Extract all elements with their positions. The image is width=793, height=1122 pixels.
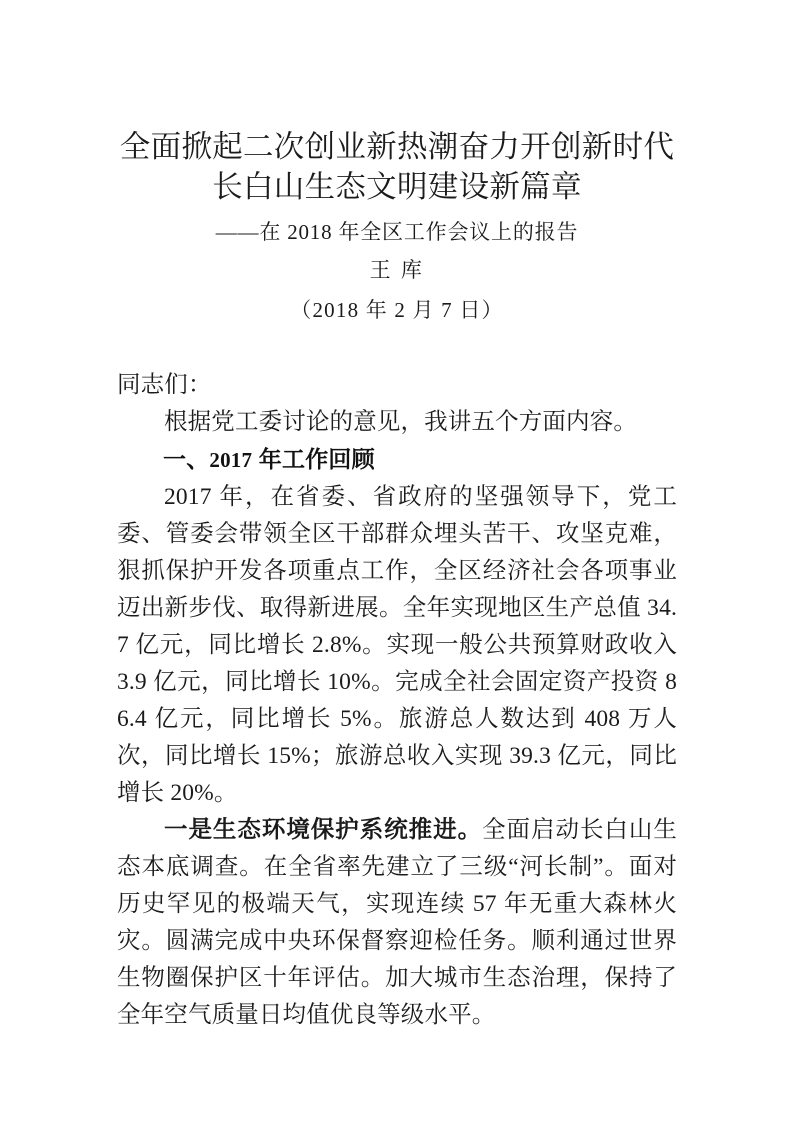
- page-title: 全面掀起二次创业新热潮奋力开创新时代长白山生态文明建设新篇章: [119, 130, 675, 204]
- section-heading-prefix: 一、: [163, 446, 210, 472]
- salutation: 同志们：: [117, 372, 212, 398]
- section-heading-year: 2017: [209, 448, 253, 472]
- paragraph-annual-review: 2017 年，在省委、省政府的坚强领导下，党工委、管委会带领全区干部群众埋头苦干、攻坚克难，狠抓保护开发各项重点工作，全区经济社会各项事业迈出新步伐、取得新进展。全年实现地区生产总值 34.7 亿元，同比增长 2.8%。实现一般公共预算财政收入 3.9 亿元，同比增长 10%。完成全社会固定资产投资 86.4 亿元，同比增长 5%。旅游总人数达到 408 万人次，同比增长 15%；旅游总收入实现 39.3 亿元，同比增长 20%。: [117, 484, 677, 806]
- report-date: （2018 年 2 月 7 日）: [290, 298, 504, 322]
- paragraph-ecology: [117, 812, 677, 1034]
- paragraph-ecology-rest: 全面启动长白山生态本底调查。在全省率先建立了三级“河长制”。面对历史罕见的极端天气，实现连续 57 年无重大森林火灾。圆满完成中央环保督察迎检任务。顺利通过世界生物圈保护区十年评估。加大城市生态治理，保持了全年空气质量日均值优良等级水平。: [117, 817, 677, 1028]
- intro-paragraph: 根据党工委讨论的意见，我讲五个方面内容。: [164, 409, 637, 435]
- report-source-line: ——在 2018 年全区工作会议上的报告: [215, 220, 579, 244]
- section-heading-one: [117, 441, 677, 479]
- author-name: 王 库: [369, 258, 425, 282]
- section-heading-suffix: 年工作回顾: [252, 446, 375, 472]
- document-body: [117, 327, 677, 1034]
- paragraph-ecology-lead: 一是生态环境保护系统推进。: [164, 817, 483, 843]
- document-content: [117, 0, 677, 1034]
